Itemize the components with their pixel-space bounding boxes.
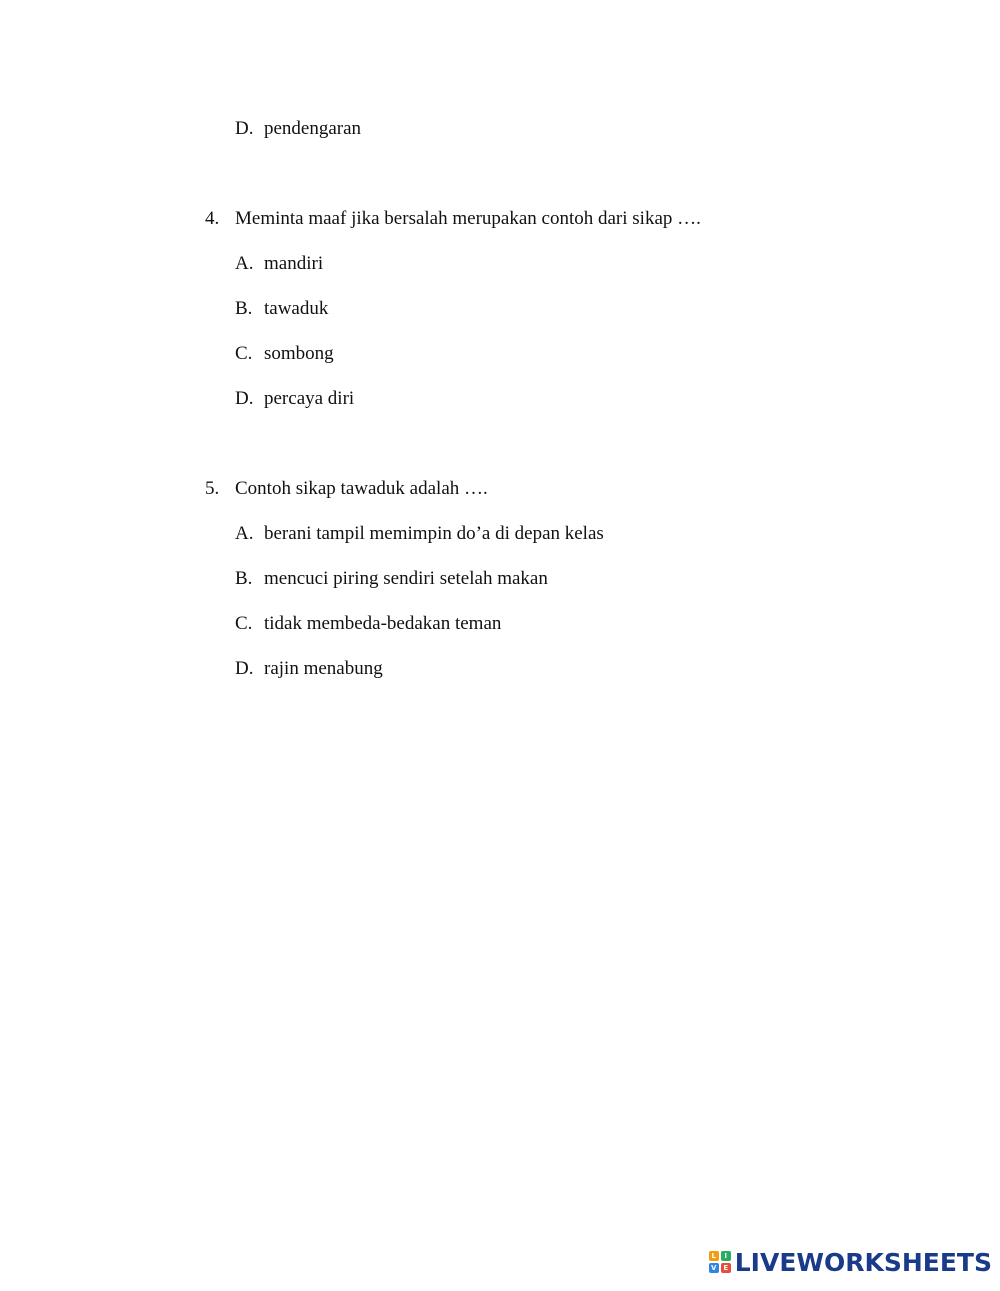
question-text: Meminta maaf jika bersalah merupakan contoh dari sikap …. [235,208,701,229]
option-letter: D. [235,658,254,679]
option-letter: B. [235,568,253,589]
option-letter: C. [235,613,253,634]
question-number: 4. [205,208,220,229]
option-letter: D. [235,118,254,139]
option-text: mandiri [264,253,324,274]
option-letter: C. [235,343,253,364]
option-text: tidak membeda-bedakan teman [264,613,502,634]
logo-blocks-icon [709,1251,731,1273]
option-letter: D. [235,388,254,409]
option-letter: B. [235,298,253,319]
option-letter: A. [235,253,254,274]
option-text: berani tampil memimpin do’a di depan kelas [264,523,604,544]
option-letter: A. [235,523,254,544]
liveworksheets-logo [709,1247,992,1277]
question-number: 5. [205,478,220,499]
logo-block: V [709,1263,719,1273]
option-text: tawaduk [264,298,329,319]
logo-block: I [721,1251,731,1261]
logo-text: LIVEWORKSHEETS [734,1247,992,1277]
option-text: rajin menabung [264,658,383,679]
logo-block: E [721,1263,731,1273]
logo-block: L [709,1251,719,1261]
option-text: mencuci piring sendiri setelah makan [264,568,548,589]
option-text: pendengaran [264,118,362,139]
question-text: Contoh sikap tawaduk adalah …. [235,478,488,499]
option-text: percaya diri [264,388,355,409]
option-text: sombong [264,343,334,364]
